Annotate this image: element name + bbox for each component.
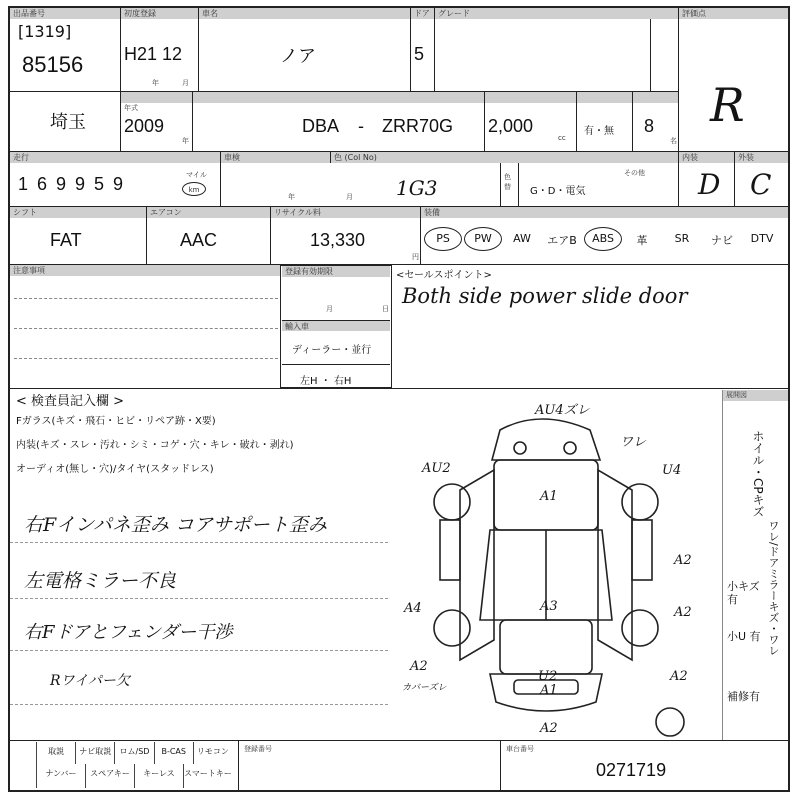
equipment-item: PW — [464, 227, 502, 251]
audio-line: オーディオ(無し・穴)/タイヤ(スタッドレス) — [16, 464, 214, 475]
repaint-label: 色替 — [504, 173, 511, 191]
first-reg: H21 12 — [124, 44, 183, 64]
damage-label: A3 — [540, 599, 558, 614]
equipment-header: 装備 — [420, 207, 788, 218]
recycle-header: リサイクル料 — [270, 207, 420, 218]
model-prefix: DBA — [302, 116, 340, 136]
transmission: FAT — [50, 230, 82, 250]
notes-header: 注意事項 — [10, 265, 280, 276]
month-unit: 月 — [182, 79, 189, 87]
damage-label: AU2 — [422, 461, 451, 476]
equipment-item: SR — [674, 232, 690, 245]
damage-label: A2 — [674, 553, 692, 568]
equipment-list — [424, 222, 786, 262]
handle-side: 左H ・ 右H — [300, 376, 352, 387]
reg-month-unit: 月 — [326, 305, 333, 313]
damage-label: カバーズレ — [402, 683, 447, 693]
model-year-label: 年式 — [124, 104, 138, 112]
inspector-note: 右Fインパネ歪み コアサポート歪み — [24, 514, 327, 536]
car-name: ノア — [280, 46, 316, 66]
legend-line: 補修有 — [727, 690, 760, 703]
legend-header: 展開図 — [723, 390, 788, 401]
auction-sheet — [8, 6, 790, 792]
mileage-header: 走行 — [10, 152, 220, 163]
inspector-note: 左電格ミラー不良 — [24, 570, 177, 592]
damage-label: ワレ — [620, 435, 647, 450]
doors-header: ドア — [410, 8, 434, 19]
accessory-item: スマートキー — [183, 764, 232, 788]
accessory-item: ナビ取説 — [75, 742, 114, 764]
inspection-header: 車検 — [220, 152, 330, 163]
accessory-item: 取説 — [36, 742, 75, 764]
region: 埼玉 — [50, 112, 86, 132]
model-code: ZRR70G — [382, 116, 454, 136]
exterior-header: 外装 — [734, 152, 788, 163]
interior-grade: D — [698, 168, 721, 201]
legend-line: ワレ/ドアミラーキズ・ワレ — [767, 520, 780, 656]
reg-day-unit: 日 — [382, 305, 389, 313]
import-header: 輸入車 — [282, 320, 390, 331]
displacement: 2,000 — [488, 116, 534, 136]
inspector-note: Rワイパー欠 — [50, 673, 130, 689]
legend — [722, 390, 788, 740]
seats-unit: 名 — [670, 137, 677, 145]
inspector-notes — [10, 478, 388, 740]
vin-number: 0271719 — [596, 760, 667, 780]
equipment-item: ABS — [584, 227, 622, 251]
accessories-row-2 — [36, 764, 232, 788]
accessories-row-1 — [36, 742, 232, 764]
damage-label: A1 — [540, 489, 558, 504]
year-unit: 年 — [152, 79, 159, 87]
import-type: ディーラー・並行 — [292, 345, 372, 356]
stock-sub: [1319] — [18, 22, 72, 41]
doors: 5 — [414, 44, 425, 64]
color-header: 色 (Col No) — [330, 152, 678, 163]
accessory-item: ナンバー — [36, 764, 85, 788]
first-reg-header: 初度登録 — [120, 8, 198, 19]
legend-line: 小キズ 有 — [727, 580, 760, 606]
damage-label: A2 — [674, 605, 692, 620]
fuel-type: G・D・電気 — [530, 186, 586, 197]
registration-header: 登録有効期限 — [282, 266, 390, 277]
damage-label: U2 — [538, 669, 558, 684]
km-unit: km — [182, 182, 206, 196]
overall-score: R — [710, 78, 745, 132]
legend-line: ホイル・CPキズ — [751, 430, 765, 518]
sales-point: Both side power slide door — [402, 284, 688, 308]
equipment-item: ナビ — [711, 234, 733, 247]
vin-label: 車台番号 — [506, 745, 534, 753]
damage-label: A2 — [410, 659, 428, 674]
equipment-item: エアB — [547, 234, 577, 247]
sales-point-label: <セールスポイント> — [396, 270, 492, 281]
mileage: 1 6 9 9 5 9 — [18, 174, 126, 194]
damage-label: A1 — [540, 683, 558, 698]
stock-number: 85156 — [22, 52, 84, 77]
fuel-other: その他 — [624, 169, 645, 177]
damage-label: A2 — [540, 721, 558, 736]
interior-header: 内装 — [678, 152, 734, 163]
inspection-year-unit: 年 — [288, 193, 295, 201]
inspector-note: 右Fドアとフェンダー干渉 — [24, 622, 233, 643]
inspector-title: < 検査員記入欄 > — [16, 394, 125, 409]
model-year: 2009 — [124, 116, 165, 136]
interior-line: 内装(キズ・スレ・汚れ・シミ・コゲ・穴・キレ・破れ・剥れ) — [16, 440, 294, 451]
accessory-item: ロム/SD — [114, 742, 153, 764]
model-year-unit: 年 — [182, 137, 189, 145]
recycle-fee: 13,330 — [310, 230, 366, 250]
equipment-item: 革 — [636, 234, 648, 247]
accessory-item: B-CAS — [154, 742, 193, 764]
equipment-item: AW — [513, 232, 531, 245]
mile-unit: マイル — [186, 171, 207, 179]
air-conditioning: AAC — [180, 230, 218, 250]
exterior-grade: C — [750, 168, 772, 201]
legend-line: 小U 有 — [727, 630, 761, 643]
equipment-item: PS — [424, 227, 462, 251]
accessory-item: リモコン — [193, 742, 232, 764]
grade-header: グレード — [434, 8, 678, 19]
trans-header: シフト — [10, 207, 146, 218]
glass-line: Fガラス(キズ・飛石・ヒビ・リペア跡・X要) — [16, 416, 216, 427]
color-code: 1G3 — [396, 176, 438, 200]
damage-label: AU4ズレ — [535, 403, 590, 418]
turbo-option: 有・無 — [584, 126, 614, 137]
damage-label: U4 — [662, 463, 682, 478]
equipment-item: DTV — [750, 232, 774, 245]
inspection-month-unit: 月 — [346, 193, 353, 201]
ac-header: エアコン — [146, 207, 270, 218]
damage-label: A2 — [670, 669, 688, 684]
seats: 8 — [644, 116, 655, 136]
reg-no-label: 登録番号 — [244, 745, 272, 753]
damage-label: A4 — [404, 601, 422, 616]
cc-unit: cc — [558, 134, 566, 142]
car-damage-diagram — [390, 390, 720, 740]
car-name-header: 車名 — [198, 8, 410, 19]
model-dash: - — [358, 116, 364, 136]
accessory-item: キーレス — [134, 764, 183, 788]
accessory-item: スペアキー — [85, 764, 134, 788]
score-header: 評価点 — [678, 8, 788, 19]
yen-unit: 円 — [412, 253, 419, 261]
stock-no-header: 出品番号 — [10, 8, 120, 19]
